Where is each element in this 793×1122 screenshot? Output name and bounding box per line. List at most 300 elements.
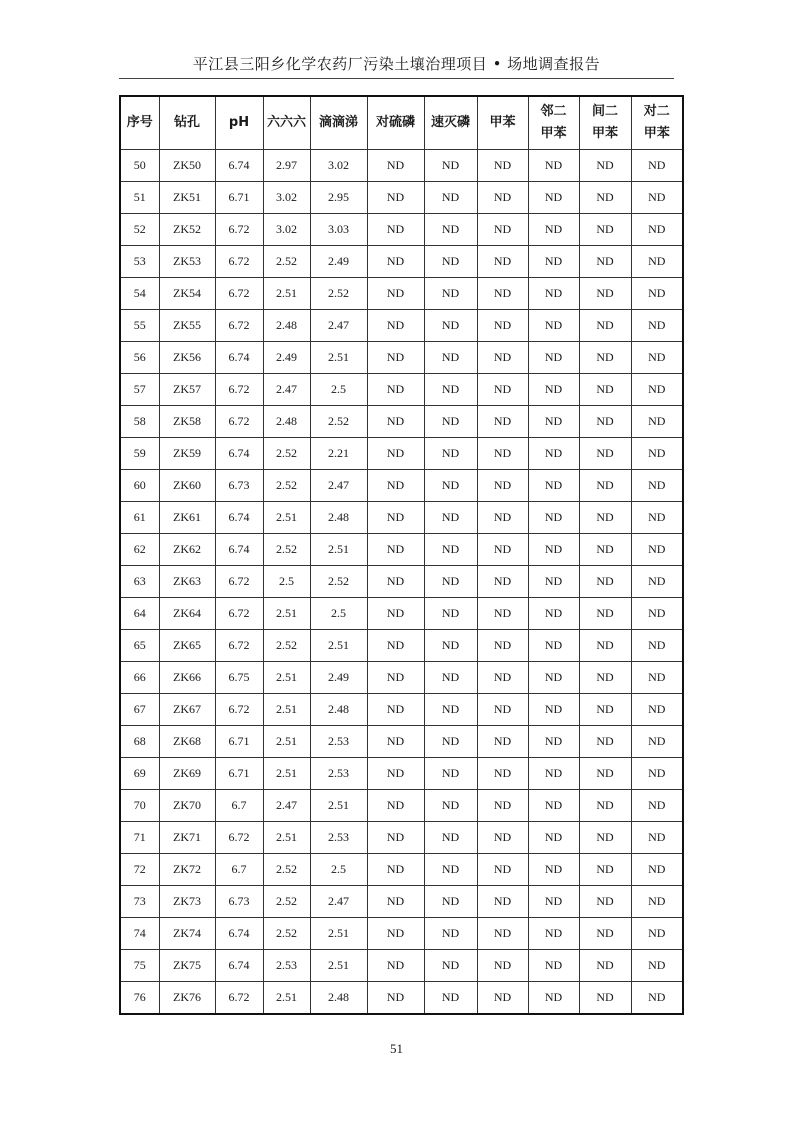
table-cell: 59 [120,438,159,470]
column-header-ph: pH [215,96,263,150]
table-cell: ND [367,214,424,246]
table-cell: 2.49 [310,246,367,278]
table-cell: ZK55 [159,310,215,342]
table-cell: 50 [120,150,159,182]
table-cell: 6.72 [215,598,263,630]
table-cell: 2.51 [263,694,310,726]
table-cell: ND [631,822,683,854]
table-cell: ND [367,950,424,982]
table-cell: 54 [120,278,159,310]
table-cell: ND [528,406,579,438]
table-cell: 74 [120,918,159,950]
table-cell: 2.51 [263,758,310,790]
table-cell: ZK59 [159,438,215,470]
table-cell: 2.51 [310,950,367,982]
table-cell: ND [477,566,528,598]
table-cell: ND [424,982,477,1015]
table-cell: 6.72 [215,214,263,246]
table-cell: 67 [120,694,159,726]
table-cell: 6.73 [215,886,263,918]
table-cell: ND [528,182,579,214]
table-cell: 58 [120,406,159,438]
table-cell: ND [424,790,477,822]
table-cell: ND [367,886,424,918]
table-cell: ND [631,246,683,278]
table-cell: 62 [120,534,159,566]
table-cell: ND [528,566,579,598]
table-cell: ND [424,918,477,950]
table-cell: ND [367,438,424,470]
table-cell: 73 [120,886,159,918]
table-cell: 52 [120,214,159,246]
table-cell: 2.52 [310,406,367,438]
table-cell: ND [424,598,477,630]
table-cell: 2.47 [310,886,367,918]
table-cell: ND [579,886,631,918]
table-cell: ZK70 [159,790,215,822]
table-cell: ZK63 [159,566,215,598]
column-header-label-line: 对二 [643,104,670,119]
table-row [120,598,683,630]
column-header-m-xylene [579,96,631,150]
table-cell: ND [579,758,631,790]
table-row [120,246,683,278]
table-cell: ZK64 [159,598,215,630]
table-cell: ZK54 [159,278,215,310]
table-cell: 69 [120,758,159,790]
table-cell: 2.51 [263,662,310,694]
table-cell: ND [528,534,579,566]
table-cell: ND [477,278,528,310]
table-cell: 55 [120,310,159,342]
table-cell: ND [579,438,631,470]
table-cell: 2.53 [310,758,367,790]
table-cell: ZK66 [159,662,215,694]
table-cell: ND [528,438,579,470]
table-cell: ND [477,950,528,982]
table-cell: ND [367,982,424,1015]
table-cell: ZK52 [159,214,215,246]
table-cell: 6.71 [215,182,263,214]
table-cell: ND [424,406,477,438]
table-row [120,470,683,502]
table-cell: ND [631,854,683,886]
page-number: 51 [390,1041,403,1056]
table-cell: 57 [120,374,159,406]
table-row [120,886,683,918]
table-cell: ND [477,150,528,182]
table-cell: ND [367,790,424,822]
table-cell: 68 [120,726,159,758]
table-cell: 2.51 [310,790,367,822]
table-cell: 2.52 [263,470,310,502]
table-cell: 2.49 [310,662,367,694]
column-header-p-xylene [631,96,683,150]
table-cell: ND [477,886,528,918]
table-row [120,630,683,662]
table-cell: ZK57 [159,374,215,406]
soil-results-table [119,95,684,1015]
table-cell: ZK50 [159,150,215,182]
table-cell: ND [424,150,477,182]
table-cell: ND [424,854,477,886]
table-cell: 61 [120,502,159,534]
table-cell: 6.72 [215,694,263,726]
table-cell: ND [528,918,579,950]
table-cell: 2.47 [310,310,367,342]
table-cell: 6.7 [215,854,263,886]
table-cell: ND [367,726,424,758]
table-cell: ND [631,630,683,662]
table-cell: ND [528,886,579,918]
table-cell: 2.21 [310,438,367,470]
table-cell: ZK62 [159,534,215,566]
column-header-label-line: 间二 [591,104,618,119]
table-cell: ND [477,982,528,1015]
table-cell: ND [631,214,683,246]
table-cell: ND [579,470,631,502]
table-cell: ND [367,694,424,726]
table-cell: 6.7 [215,790,263,822]
table-cell: ND [528,822,579,854]
table-cell: 2.51 [263,726,310,758]
table-row [120,918,683,950]
table-cell: ND [631,182,683,214]
table-cell: ND [579,950,631,982]
header-divider [119,78,674,79]
table-cell: 2.48 [263,310,310,342]
table-cell: ND [367,502,424,534]
table-cell: ND [579,214,631,246]
table-cell: ND [528,150,579,182]
table-cell: ND [528,598,579,630]
table-cell: 65 [120,630,159,662]
table-cell: ND [528,758,579,790]
table-cell: ND [424,950,477,982]
table-cell: ND [367,630,424,662]
table-cell: ND [477,758,528,790]
table-cell: ND [579,534,631,566]
table-cell: ZK65 [159,630,215,662]
table-cell: 2.49 [263,342,310,374]
table-cell: ND [579,150,631,182]
table-cell: 3.03 [310,214,367,246]
table-cell: ND [579,182,631,214]
column-header-parathion: 对硫磷 [367,96,424,150]
table-cell: ND [424,470,477,502]
table-cell: ND [367,470,424,502]
table-cell: ND [424,438,477,470]
table-cell: ND [477,246,528,278]
table-cell: 2.52 [310,278,367,310]
table-cell: 6.72 [215,630,263,662]
table-cell: ND [631,694,683,726]
table-cell: 75 [120,950,159,982]
table-cell: ND [424,182,477,214]
table-cell: 2.53 [310,726,367,758]
table-cell: 2.51 [310,342,367,374]
table-row [120,982,683,1015]
table-cell: ND [631,470,683,502]
table-cell: ZK61 [159,502,215,534]
table-cell: 2.52 [263,886,310,918]
table-row [120,726,683,758]
table-cell: 3.02 [310,150,367,182]
table-cell: ND [579,822,631,854]
column-header-o-xylene [528,96,579,150]
table-cell: ND [477,502,528,534]
table-cell: 70 [120,790,159,822]
table-cell: 2.52 [263,438,310,470]
table-cell: ND [579,726,631,758]
table-row [120,694,683,726]
table-cell: ND [477,630,528,662]
table-cell: ND [424,758,477,790]
table-row [120,790,683,822]
table-cell: ND [631,726,683,758]
table-cell: 6.74 [215,950,263,982]
table-row [120,278,683,310]
table-cell: 6.74 [215,502,263,534]
table-cell: 2.5 [310,854,367,886]
table-cell: ND [367,406,424,438]
table-cell: 60 [120,470,159,502]
table-cell: ZK71 [159,822,215,854]
table-cell: 2.5 [310,374,367,406]
table-cell: 6.72 [215,310,263,342]
table-cell: ND [424,662,477,694]
table-cell: ND [477,662,528,694]
table-cell: 72 [120,854,159,886]
table-cell: 2.47 [263,374,310,406]
page-header-title: 平江县三阳乡化学农药厂污染土壤治理项目 • 场地调查报告 [192,55,601,73]
table-cell: ND [367,534,424,566]
table-cell: ND [631,310,683,342]
table-cell: ND [579,246,631,278]
table-cell: ND [477,470,528,502]
table-cell: 2.51 [263,278,310,310]
table-row [120,342,683,374]
table-cell: 53 [120,246,159,278]
table-row [120,374,683,406]
table-cell: ND [631,758,683,790]
table-header-row [120,96,683,150]
table-cell: ND [631,534,683,566]
table-cell: 2.51 [263,598,310,630]
table-cell: ND [528,470,579,502]
table-cell: 6.72 [215,982,263,1015]
table-cell: ND [528,790,579,822]
column-header-mevinphos: 速灭磷 [424,96,477,150]
table-cell: 2.53 [263,950,310,982]
table-cell: 2.48 [310,502,367,534]
table-cell: ND [367,374,424,406]
table-cell: 6.72 [215,822,263,854]
table-cell: 2.51 [310,918,367,950]
table-cell: ND [528,630,579,662]
table-cell: ND [579,310,631,342]
table-cell: 6.72 [215,246,263,278]
table-cell: 2.51 [310,630,367,662]
table-cell: 2.52 [263,630,310,662]
table-cell: ND [424,566,477,598]
table-cell: ND [528,214,579,246]
table-cell: ND [424,886,477,918]
column-header-label-line: 甲苯 [591,126,618,141]
table-cell: ND [367,246,424,278]
table-row [120,662,683,694]
table-cell: 6.71 [215,758,263,790]
table-cell: ND [477,854,528,886]
table-cell: 2.48 [310,694,367,726]
table-cell: ND [424,534,477,566]
table-cell: ND [631,662,683,694]
table-cell: ND [631,886,683,918]
table-cell: ND [579,790,631,822]
table-row [120,822,683,854]
table-cell: ND [367,854,424,886]
table-cell: ND [477,726,528,758]
table-cell: 66 [120,662,159,694]
table-cell: ND [424,374,477,406]
table-row [120,854,683,886]
table-cell: ZK68 [159,726,215,758]
table-cell: 56 [120,342,159,374]
table-cell: ND [367,566,424,598]
table-cell: 2.47 [263,790,310,822]
table-cell: 64 [120,598,159,630]
table-cell: ZK51 [159,182,215,214]
table-cell: ND [528,982,579,1015]
table-cell: 2.52 [310,566,367,598]
table-cell: 6.74 [215,534,263,566]
table-cell: ND [528,726,579,758]
table-cell: ND [477,310,528,342]
table-cell: 2.95 [310,182,367,214]
table-cell: ZK75 [159,950,215,982]
table-cell: 2.51 [263,822,310,854]
table-cell: ZK73 [159,886,215,918]
table-cell: 2.51 [263,982,310,1015]
table-cell: 6.74 [215,918,263,950]
table-cell: ND [424,726,477,758]
table-cell: ND [424,310,477,342]
table-row [120,182,683,214]
table-cell: ND [528,662,579,694]
table-cell: ND [367,822,424,854]
table-cell: 2.48 [310,982,367,1015]
table-cell: 2.52 [263,534,310,566]
table-cell: ND [528,278,579,310]
table-cell: ND [631,918,683,950]
table-row [120,310,683,342]
table-cell: 2.53 [310,822,367,854]
table-cell: ND [528,854,579,886]
table-cell: ND [579,406,631,438]
table-cell: ZK56 [159,342,215,374]
table-cell: ZK67 [159,694,215,726]
table-cell: ZK60 [159,470,215,502]
table-cell: 2.47 [310,470,367,502]
table-row [120,950,683,982]
table-row [120,150,683,182]
table-cell: ZK58 [159,406,215,438]
table-row [120,502,683,534]
table-cell: ND [367,278,424,310]
table-cell: ND [579,342,631,374]
table-cell: 51 [120,182,159,214]
table-cell: ZK76 [159,982,215,1015]
table-cell: 6.74 [215,342,263,374]
table-cell: ND [579,598,631,630]
table-cell: 76 [120,982,159,1015]
column-header-index: 序号 [120,96,159,150]
table-cell: 2.51 [263,502,310,534]
table-cell: 6.71 [215,726,263,758]
table-cell: 6.72 [215,278,263,310]
column-header-toluene: 甲苯 [477,96,528,150]
table-cell: 71 [120,822,159,854]
table-cell: ND [631,502,683,534]
column-header-hch: 六六六 [263,96,310,150]
table-cell: 2.52 [263,918,310,950]
table-cell: ND [631,438,683,470]
table-cell: ND [631,566,683,598]
table-cell: ND [631,598,683,630]
table-cell: 2.5 [263,566,310,598]
table-cell: ND [631,278,683,310]
table-row [120,566,683,598]
table-cell: ND [631,950,683,982]
column-header-ddt: 滴滴涕 [310,96,367,150]
table-cell: ZK69 [159,758,215,790]
table-cell: ND [367,662,424,694]
table-cell: 6.72 [215,406,263,438]
table-cell: ZK72 [159,854,215,886]
table-cell: ND [528,950,579,982]
table-cell: ND [424,214,477,246]
table-cell: ND [424,502,477,534]
table-row [120,438,683,470]
table-cell: 2.97 [263,150,310,182]
table-cell: 2.52 [263,246,310,278]
table-row [120,406,683,438]
table-cell: ND [477,342,528,374]
table-cell: ND [579,630,631,662]
table-cell: ND [631,150,683,182]
table-cell: ND [477,598,528,630]
table-cell: ND [579,694,631,726]
table-cell: ND [477,918,528,950]
table-cell: 3.02 [263,182,310,214]
table-cell: ND [424,630,477,662]
table-row [120,758,683,790]
table-cell: ND [424,342,477,374]
table-cell: 6.75 [215,662,263,694]
table-cell: ND [528,310,579,342]
table-cell: ND [477,790,528,822]
table-cell: ND [367,310,424,342]
table-cell: ND [579,566,631,598]
table-cell: ND [579,374,631,406]
table-cell: ND [424,246,477,278]
table-cell: ND [367,758,424,790]
table-cell: ND [424,278,477,310]
table-cell: ND [528,342,579,374]
table-cell: 2.5 [310,598,367,630]
table-cell: 3.02 [263,214,310,246]
table-row [120,534,683,566]
